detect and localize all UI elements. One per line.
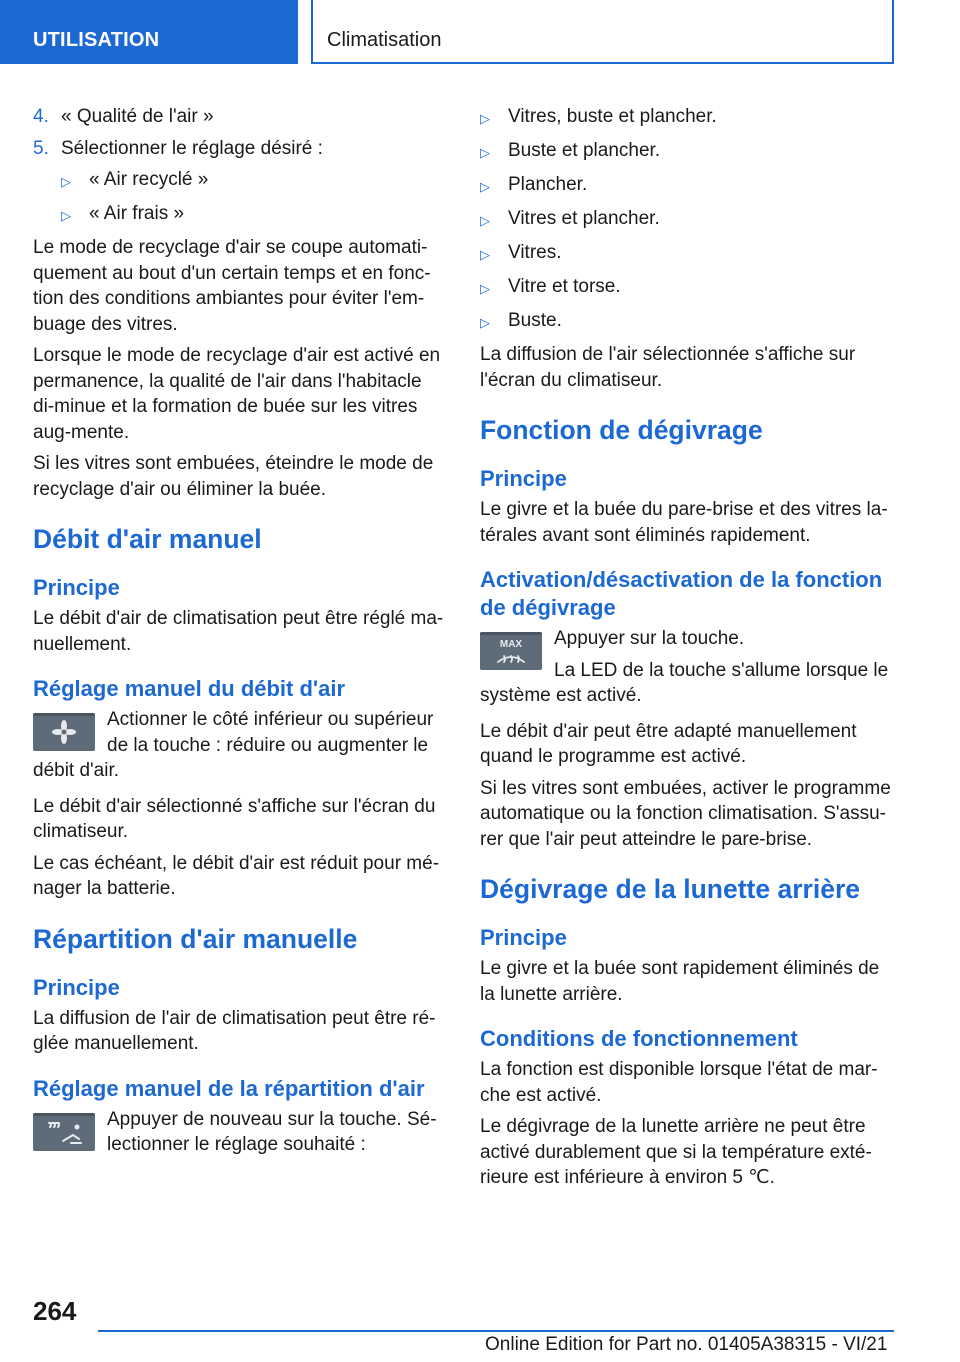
heading-activation: Activation/désactivation de la fonction de dégivrage xyxy=(480,567,883,620)
topic-title: Climatisation xyxy=(327,29,442,51)
section-title: UTILISATION xyxy=(33,29,160,51)
bullet-icon: ▷ xyxy=(480,281,490,296)
distribution-button-row xyxy=(33,1107,445,1158)
heading-principe: Principe xyxy=(33,974,120,1000)
paragraph: Si les vitres sont embuées, activer le programme automatique ou la fonction climatisation. S'assu-rer que l'air peut atteindre le pare-brise. xyxy=(480,777,891,850)
left-column xyxy=(33,104,445,1158)
list-item: ▷ Vitres. xyxy=(480,240,892,268)
bullet-icon: ▷ xyxy=(480,247,490,262)
page-number: 264 xyxy=(33,1296,77,1326)
paragraph: Le dégivrage de la lunette arrière ne peut être activé durablement que si la température exté-rieure est inférieure à environ 5 ℃. xyxy=(480,1116,872,1188)
paragraph: Le cas échéant, le débit d'air est réduit pour mé-nager la batterie. xyxy=(33,852,440,899)
heading-debit: Débit d'air manuel xyxy=(33,524,262,554)
paragraph: Le débit d'air sélectionné s'affiche sur l'écran du climatiseur. xyxy=(33,795,436,842)
heading-principe: Principe xyxy=(480,466,567,491)
right-column xyxy=(480,104,892,1197)
list-item: ▷ Vitre et torse. xyxy=(480,274,892,302)
bullet-icon: ▷ xyxy=(480,213,490,228)
paragraph: Appuyer de nouveau sur la touche. Sé-lectionner le réglage souhaité : xyxy=(107,1108,437,1155)
paragraph: La diffusion de l'air de climatisation peut être ré-glée manuellement. xyxy=(33,1007,436,1054)
list-item: ▷ Buste. xyxy=(480,308,892,336)
paragraph: La LED de la touche s'allume lorsque le xyxy=(554,659,889,681)
paragraph: débit d'air. xyxy=(33,760,120,781)
footer-rule xyxy=(98,1330,894,1332)
paragraph: Le givre et la buée sont rapidement éliminés de la lunette arrière. xyxy=(480,958,880,1005)
paragraph: Le débit d'air de climatisation peut être réglé ma-nuellement. xyxy=(33,608,444,655)
bullet-icon: ▷ xyxy=(61,174,71,189)
list-item: ▷ « Air frais » xyxy=(33,201,445,229)
list-item: ▷ Vitres, buste et plancher. xyxy=(480,104,892,132)
bullet-icon: ▷ xyxy=(480,179,490,194)
air-distribution-icon xyxy=(33,1113,95,1151)
list-item: ▷ Plancher. xyxy=(480,172,892,200)
heading-principe: Principe xyxy=(33,575,120,600)
paragraph: Le givre et la buée du pare-brise et des vitres la-térales avant sont éliminés rapidement. xyxy=(480,499,888,546)
max-button-row xyxy=(480,626,892,709)
edition-note: Online Edition for Part no. 01405A38315 - VI/21 xyxy=(485,1334,888,1355)
paragraph: Si les vitres sont embuées, éteindre le mode de recyclage d'air ou éliminer la buée. xyxy=(33,453,434,500)
step-5: 5. Sélectionner le réglage désiré : xyxy=(33,137,323,159)
fan-button-row xyxy=(33,707,445,784)
paragraph: Le mode de recyclage d'air se coupe automati-quement au bout d'un certain temps et en fonc-tion des conditions ambiantes pour éviter l'em-buage des vitres. xyxy=(33,237,431,335)
step-4: 4. « Qualité de l'air » xyxy=(33,106,214,127)
bullet-icon: ▷ xyxy=(61,208,71,223)
bullet-icon: ▷ xyxy=(480,315,490,330)
list-item: ▷ « Air recyclé » xyxy=(33,167,445,195)
paragraph: La fonction est disponible lorsque l'état de mar-che est activé. xyxy=(480,1059,878,1106)
heading-degivrage: Fonction de dégivrage xyxy=(480,415,763,445)
paragraph: Actionner le côté inférieur ou supérieur de la touche : réduire ou augmenter le xyxy=(107,709,434,756)
bullet-icon: ▷ xyxy=(480,111,490,126)
paragraph: La diffusion de l'air sélectionnée s'affiche sur l'écran du climatiseur. xyxy=(480,344,856,391)
svg-text:MAX: MAX xyxy=(499,639,523,650)
list-item: ▷ Buste et plancher. xyxy=(480,138,892,166)
heading-reglage-debit: Réglage manuel du débit d'air xyxy=(33,676,346,701)
bullet-icon: ▷ xyxy=(480,145,490,160)
paragraph: Lorsque le mode de recyclage d'air est activé en permanence, la qualité de l'air dans l'habitacle di-minue et la formation de buée sur les vitres aug-mente. xyxy=(33,345,441,443)
max-defrost-icon xyxy=(480,632,542,670)
heading-principe: Principe xyxy=(480,925,567,950)
list-item: ▷ Vitres et plancher. xyxy=(480,206,892,234)
topic-tab xyxy=(311,0,894,64)
paragraph: système est activé. xyxy=(480,685,642,706)
paragraph: Appuyer sur la touche. xyxy=(554,628,745,649)
paragraph: Le débit d'air peut être adapté manuellement quand le programme est activé. xyxy=(480,720,857,767)
heading-repartition: Répartition d'air manuelle xyxy=(33,923,358,954)
distribution-options-list xyxy=(480,104,892,336)
heading-conditions: Conditions de fonctionnement xyxy=(480,1026,798,1051)
heading-reglage-repartition: Réglage manuel de la répartition d'air xyxy=(33,1075,425,1101)
fan-icon xyxy=(33,713,95,751)
section-tab xyxy=(0,0,298,64)
heading-lunette: Dégivrage de la lunette arrière xyxy=(480,874,860,904)
